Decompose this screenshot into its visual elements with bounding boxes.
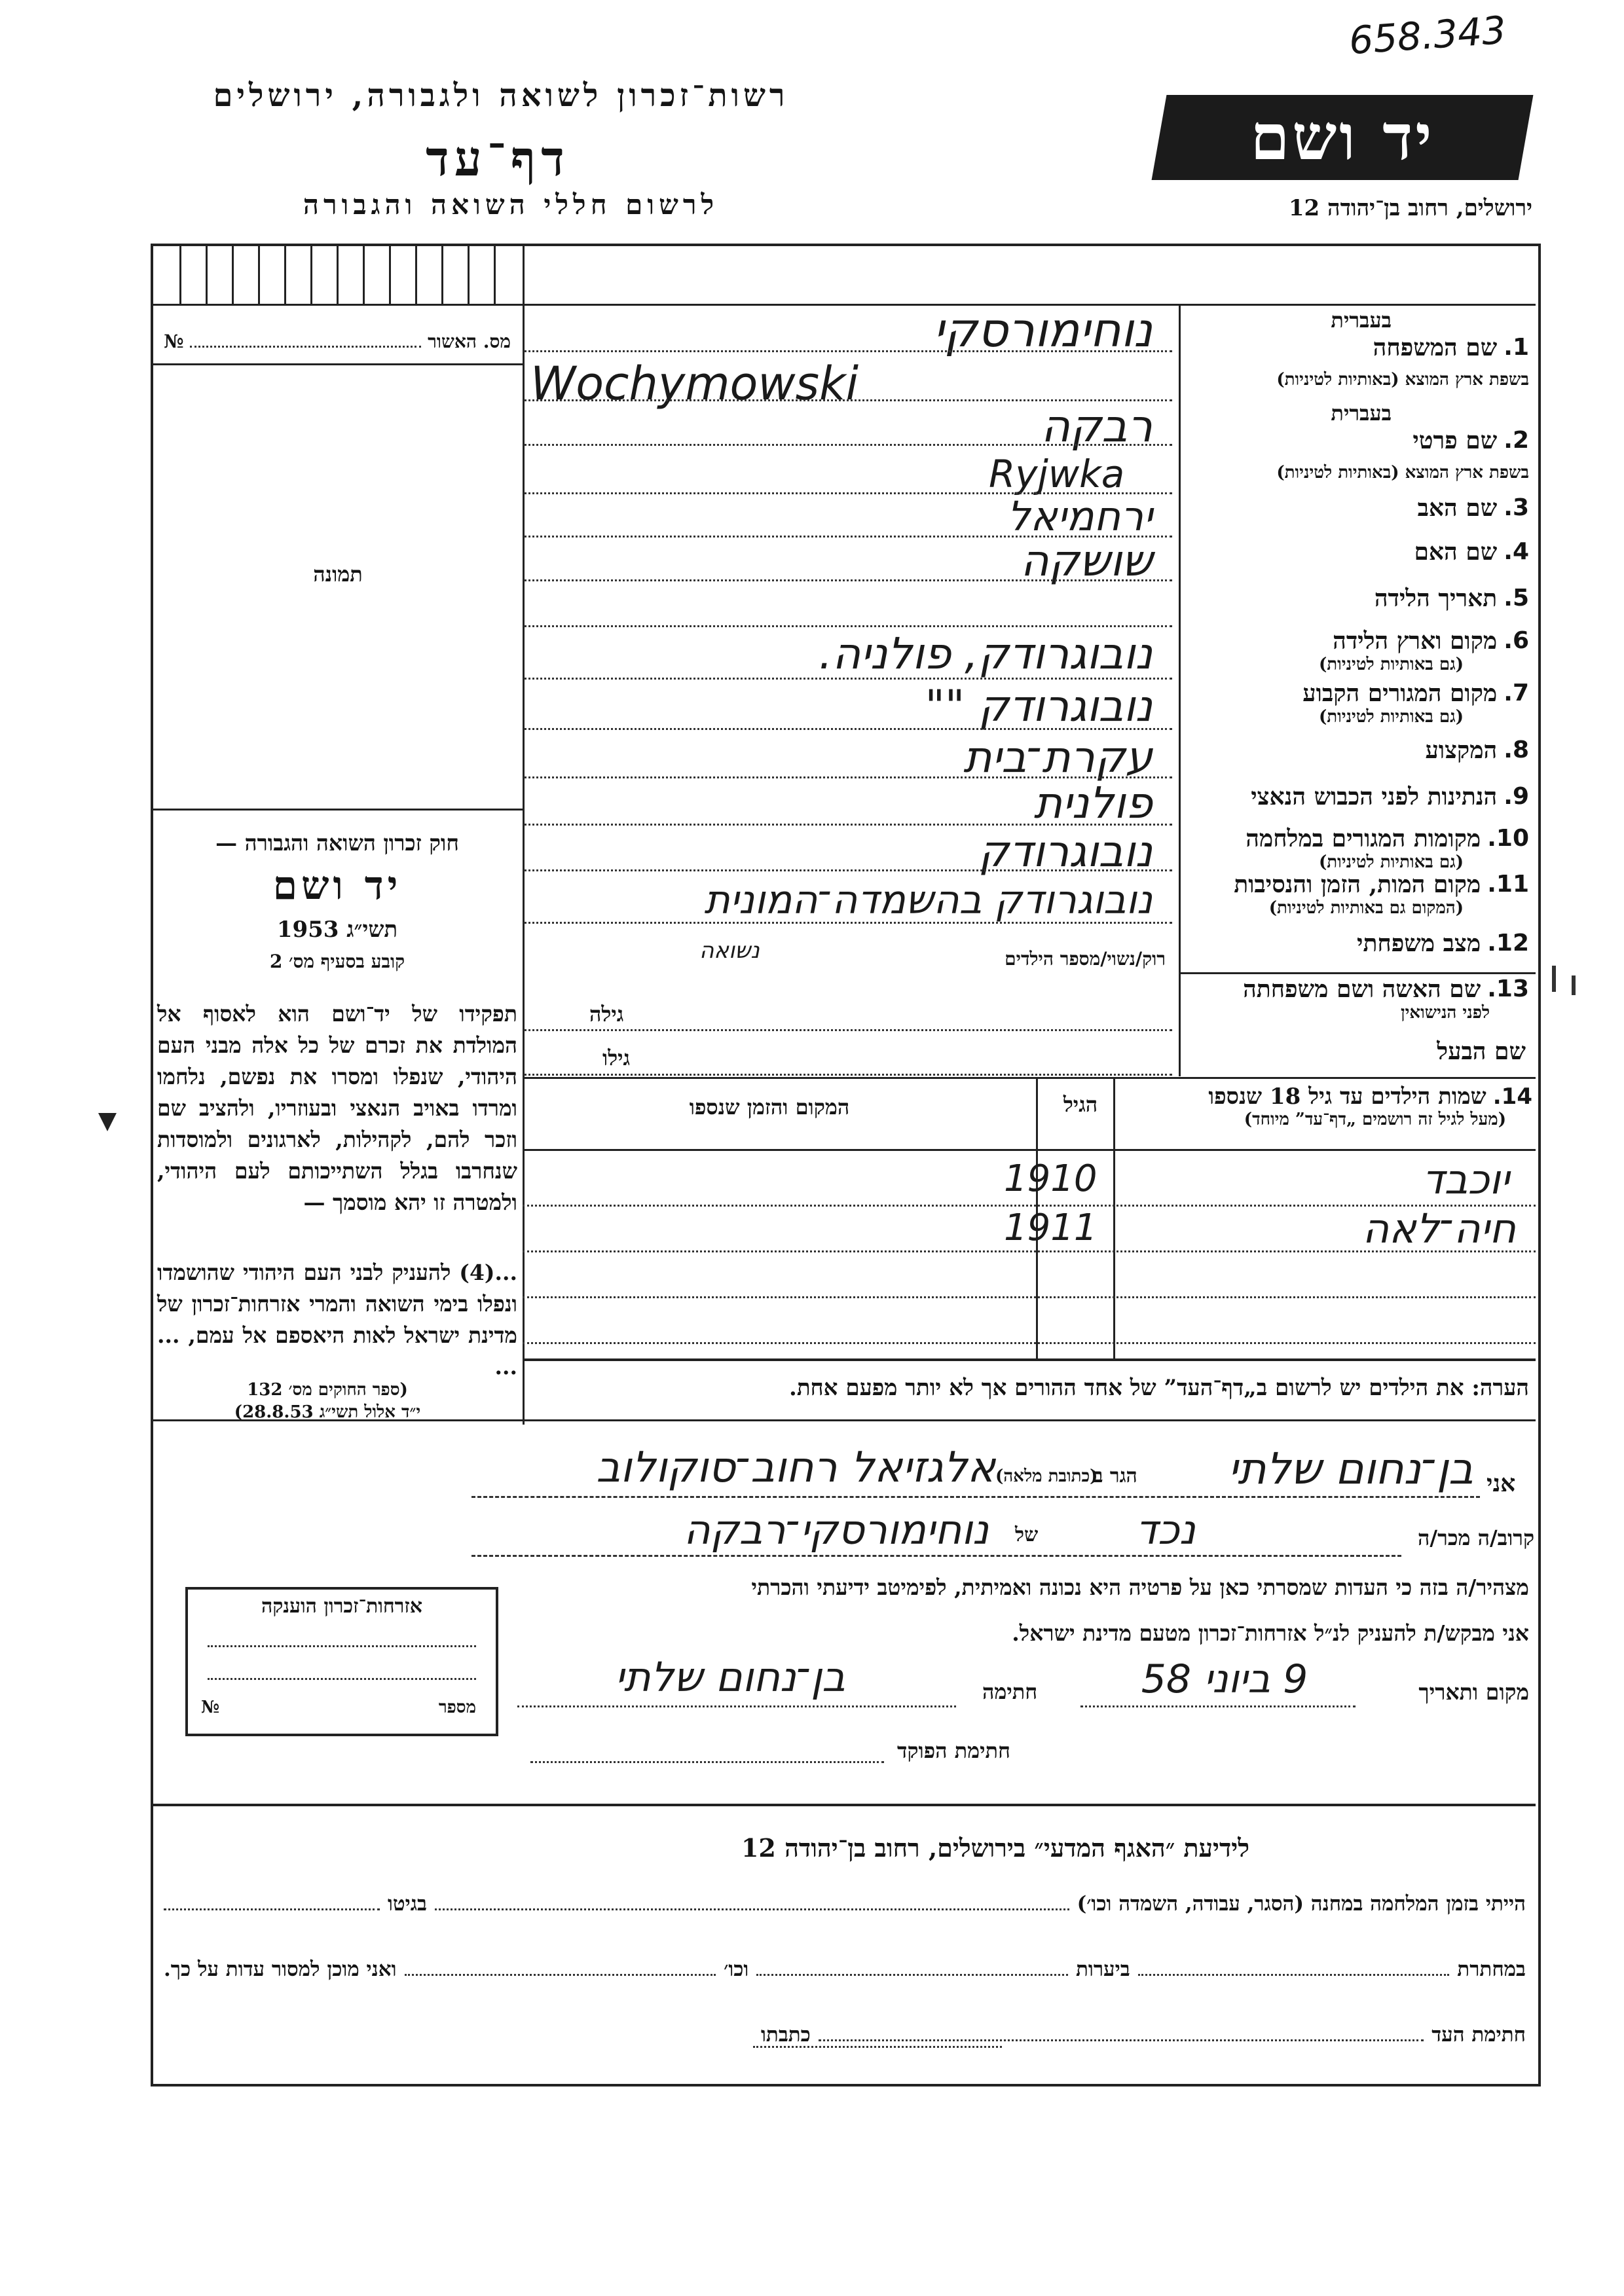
footer-line-1 — [164, 1892, 1526, 1916]
given-name-hebrew-value: רבקה — [1041, 401, 1153, 452]
children-num: 14. — [1492, 1084, 1532, 1110]
cert-label: מס. האשור — [428, 331, 511, 352]
field-4-label: שם האם — [1414, 538, 1498, 566]
cert-number-row — [164, 331, 511, 353]
citizenship-number-label: מספר — [438, 1698, 476, 1717]
clerk-signature-label: חתימת הפוקד — [897, 1738, 1010, 1763]
field-7-num: 7. — [1504, 680, 1529, 706]
signature-value: בן־נחום שלתי — [615, 1653, 845, 1701]
field-birth-date — [1182, 585, 1529, 612]
law-text-2: ...(4) להעניק לבני העם היהודי שהושמדו ונפלו בימי השואה והמרי אזרחות־זכרון של מדינת ישראל לאות היאספם אל עמם, ... ... — [157, 1260, 517, 1379]
footer-etc-label: וכו׳ — [724, 1958, 749, 1981]
form-title: דף־עד — [426, 131, 570, 187]
father-name-value: ירחמיאל — [1006, 492, 1153, 540]
field-3-num: 3. — [1504, 494, 1529, 521]
footer-line-3 — [753, 2023, 1526, 2047]
field-6-label: מקום וארץ הלידה — [1333, 627, 1498, 655]
citizenship-number-row — [201, 1698, 476, 1717]
yad-vashem-logo — [1152, 95, 1534, 180]
field-8-num: 8. — [1504, 737, 1529, 763]
footer-ready-label: ואני מוכן למסור עדות על כך. — [164, 1958, 397, 1981]
decl-of-label: של — [1015, 1523, 1039, 1546]
law-text-1: תפקידו של יד־ושם הוא לאסוף אל המולדת את זכרם של כל אלה מבני העם היהודי, שנפלו ומסרו את נפשם, נלחמו ומרדו באויב הנאצי ובעוזריו, ולהציב שם וזכר להם, לקהילות, לארגונים ולמוסדות שנחרבו בגלל השתייכותם לעם היהודי, ולמטרה זו יהא מוסמך — — [157, 1001, 517, 1215]
field-10-sub: (גם באותיות לטיניות) — [1318, 852, 1464, 872]
decl-statement-2: אני מבקש/ת להעניק לנ״ל אזרחות־זכרון מטעם מדינת ישראל. — [1012, 1620, 1529, 1646]
field-3-label: שם האב — [1417, 494, 1498, 522]
decl-full-address-label: (כתובת מלאה) — [995, 1467, 1098, 1486]
field-2-heb-tag: בעברית — [1331, 401, 1392, 426]
relation-value: נכד — [1135, 1506, 1196, 1554]
field-12-label: מצב משפחתי — [1357, 930, 1481, 957]
children-header — [1113, 1084, 1532, 1129]
field-8-label: המקצוע — [1425, 737, 1498, 764]
field-death-place — [1182, 871, 1529, 918]
decl-resident-label: הגר ב — [1094, 1465, 1137, 1487]
child-2-year: 1911 — [1004, 1207, 1098, 1249]
field-4-num: 4. — [1504, 538, 1529, 565]
field-wife-name — [1182, 975, 1529, 1023]
permanent-residence-value: נובוגרודק "" — [925, 681, 1153, 731]
footer-witness-sig-label: חתימת העד — [1431, 2023, 1526, 2047]
col-age-header: הגיל — [1063, 1092, 1098, 1117]
child-1-name: יוכבד — [1422, 1156, 1509, 1203]
field-birth-place — [1182, 627, 1529, 674]
citizenship-no-sign: № — [201, 1698, 220, 1717]
field-5-label: תאריך הלידה — [1374, 585, 1498, 612]
form-subtitle: לרשום חללי השואה והגבורה — [303, 189, 719, 221]
law-source-2: י״ד אלול תשי״ג 28.8.53) — [234, 1402, 421, 1422]
child-2-name: חיה־לאה — [1362, 1205, 1516, 1252]
footer-underground-label: במחתרת — [1457, 1958, 1526, 1981]
decl-i-label: אני — [1486, 1470, 1516, 1497]
field-11-num: 11. — [1487, 871, 1529, 898]
field-2-num: 2. — [1504, 427, 1529, 454]
footer-camp-label: הייתי בזמן המלחמה במחנה (הסגר, עבודה, השמדה וכו׳) — [1077, 1892, 1526, 1916]
field-6-num: 6. — [1504, 627, 1529, 654]
field-2-label: שם פרטי — [1412, 427, 1498, 454]
declarant-address: אלגזיאל רחוב־סוקולוב — [596, 1444, 995, 1492]
war-residence-value: נובוגרודק — [978, 826, 1153, 877]
field-9-label: הנתינות לפני הכבוש הנאצי — [1251, 783, 1498, 811]
child-1-year: 1910 — [1004, 1157, 1098, 1200]
field-10-num: 10. — [1487, 825, 1529, 852]
field-war-residence — [1182, 825, 1529, 872]
law-name: יד ושם — [272, 863, 402, 909]
place-date-value: 9 ביוני 58 — [1141, 1656, 1308, 1702]
field-1-label: שם המשפחה — [1373, 334, 1498, 361]
field-family-name — [1182, 308, 1529, 403]
footer-address-label: כתבתו — [761, 2023, 811, 2047]
field-1-sub: בשפת ארץ המוצא (באותיות לטיניות) — [1276, 370, 1529, 390]
field-7-sub: (גם באותיות לטיניות) — [1318, 707, 1464, 727]
field-9-num: 9. — [1504, 783, 1529, 810]
child-row-2 — [523, 1201, 1536, 1250]
nationality-value: פולנית — [1033, 778, 1153, 828]
death-place-value: נובוגרודק בהשמדה־המונית — [704, 877, 1153, 923]
field-12-num: 12. — [1487, 930, 1529, 957]
field-father — [1182, 494, 1529, 522]
authority-line: רשות־זכרון לשואה ולגבורה, ירושלים — [213, 77, 789, 114]
address: ירושלים, רחוב בן־יהודה 12 — [1288, 195, 1532, 221]
cert-no-sign: № — [164, 331, 184, 352]
family-name-latin-value: Wochymowski — [530, 357, 859, 410]
signature-label: חתימה — [982, 1679, 1038, 1704]
field-permanent-residence — [1182, 680, 1529, 727]
husband-name-label: שם הבעל — [1437, 1038, 1526, 1065]
remark-text: הערה: את הילדים יש לרשום ב„דף־העד” של אחד ההורים אך לא יותר מפעם אחת. — [788, 1375, 1529, 1401]
field-10-label: מקומות המגורים במלחמה — [1246, 825, 1481, 852]
field-7-label: מקום המגורים הקבוע — [1302, 680, 1498, 707]
children-note: (מעל לגיל זה רושמים „דף־עד” מיוחד) — [1244, 1110, 1506, 1129]
field-13-sub: לפני הנישואין — [1400, 1003, 1490, 1023]
child-row-1 — [523, 1152, 1536, 1201]
field-nationality — [1182, 783, 1529, 811]
law-source-1: (ספר החוקים מס׳ 132 — [247, 1380, 408, 1400]
margin-mark — [1552, 966, 1556, 992]
margin-mark — [1572, 975, 1576, 995]
citizenship-box — [185, 1587, 498, 1736]
relative-of-value: נוחימורסקי־רבקה — [684, 1506, 989, 1554]
family-name-hebrew-value: נוחימורסקי — [933, 302, 1153, 357]
photo-label: תמונה — [313, 562, 363, 587]
field-6-sub: (גם באותיות לטיניות) — [1318, 655, 1464, 674]
law-year: תשי״ג 1953 — [276, 917, 398, 943]
children-title: שמות הילדים עד גיל 18 שנספו — [1208, 1084, 1486, 1110]
birth-place-value: נובוגרודק, פולניה. — [819, 629, 1153, 679]
logo-text: יד ושם — [1250, 100, 1435, 174]
decl-statement-1: מצהיר/ה בזה כי העדות שמסרתי כאן על פרטיה היא נכונה ואמיתית, לפימיטב ידיעתי והכרתי — [751, 1575, 1529, 1600]
office-use-boxes — [153, 246, 524, 304]
col-place-header: המקום והזמן שנספו — [689, 1095, 850, 1120]
marital-sub-label: רוק/נשוי/מספר הילדים — [1005, 948, 1166, 970]
archive-number: 658.343 — [1347, 7, 1507, 64]
law-section: קובע בסעיף מס׳ 2 — [269, 951, 405, 972]
husband-age-label: גילו — [602, 1046, 631, 1070]
footer-ghetto-label: בגיטו — [388, 1892, 427, 1916]
decl-relative-label: קרוב/ה מכר/ה — [1418, 1525, 1535, 1550]
field-11-sub: (המקום גם באותיות לטיניות) — [1268, 898, 1464, 918]
field-given-name — [1182, 401, 1529, 496]
footer-title: לידיעת ״האגף המדעי״ בירושלים, רחוב בן־יהודה 12 — [741, 1833, 1250, 1863]
given-name-latin-value: Ryjwka — [989, 452, 1125, 496]
place-date-label: מקום ותאריך — [1418, 1679, 1529, 1705]
law-title: חוק זכרון השואה והגבורה — — [215, 830, 459, 856]
field-2-sub: בשפת ארץ המוצא (באותיות לטיניות) — [1276, 463, 1529, 483]
field-5-num: 5. — [1504, 585, 1529, 611]
marital-status-value: נשואה — [699, 938, 760, 964]
margin-mark — [98, 1113, 117, 1131]
field-1-num: 1. — [1504, 334, 1529, 361]
field-profession — [1182, 737, 1529, 764]
field-mother — [1182, 538, 1529, 566]
field-13-label: שם האשה ושם משפחתה — [1243, 975, 1481, 1003]
wife-age-label: גילה — [589, 1002, 624, 1027]
field-1-heb-tag: בעברית — [1331, 308, 1392, 333]
field-11-label: מקום המות, הזמן והנסיבות — [1234, 871, 1481, 898]
mother-name-value: שושקה — [1020, 536, 1153, 586]
citizenship-title: אזרחות־זכרון הוענקה — [261, 1595, 423, 1618]
footer-line-2 — [164, 1958, 1526, 1981]
field-13-num: 13. — [1487, 975, 1529, 1002]
profession-value: עקרת־בית — [963, 732, 1153, 782]
declarant-name: בן־נחום שלתי — [1228, 1444, 1473, 1494]
footer-forests-label: ביערות — [1075, 1958, 1130, 1981]
field-marital-status — [1182, 930, 1529, 957]
